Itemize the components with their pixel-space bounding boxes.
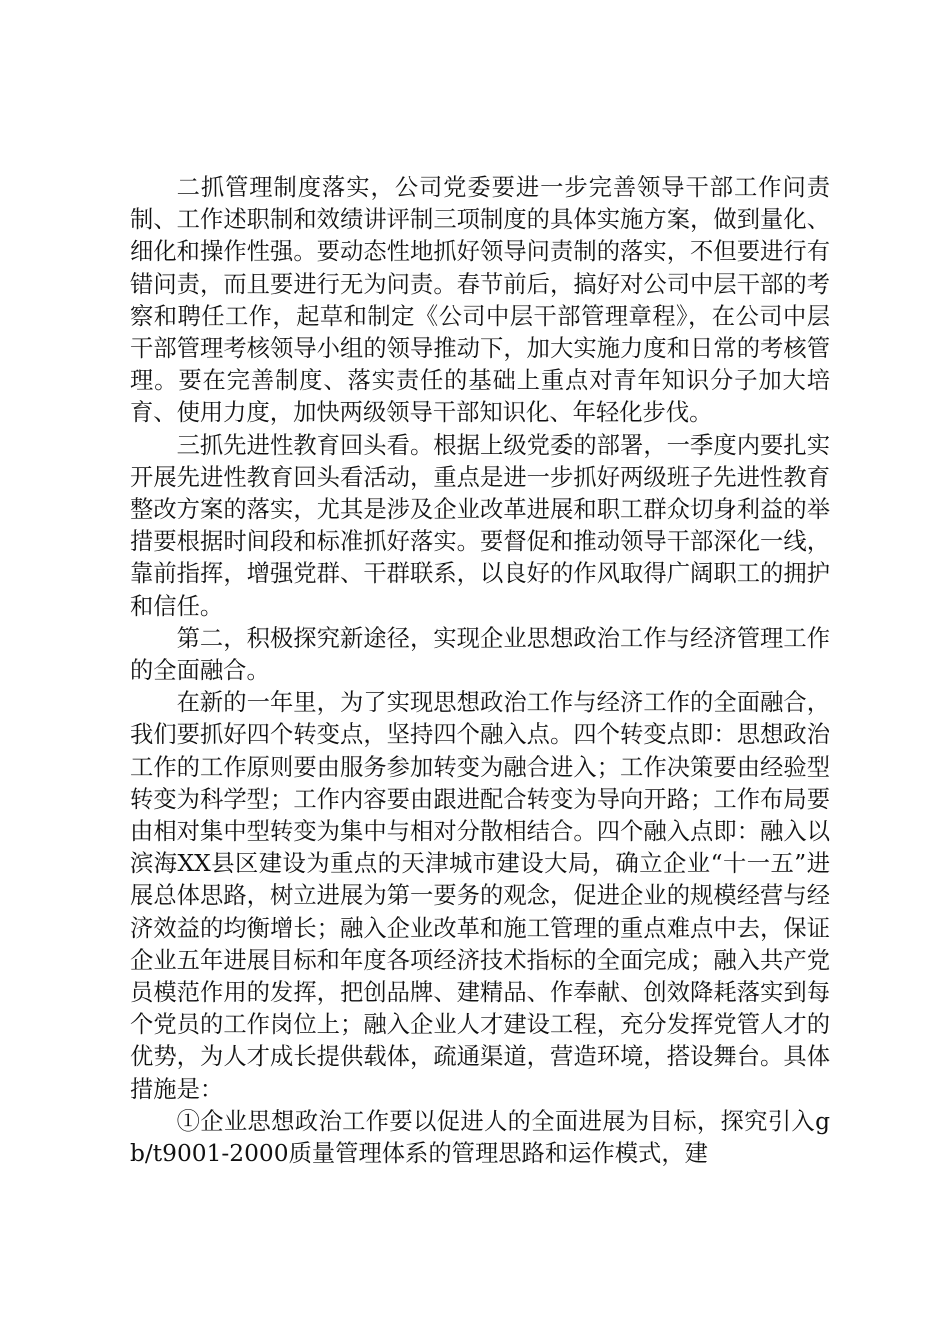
paragraph-new-year-plan: 在新的一年里，为了实现思想政治工作与经济工作的全面融合，我们要抓好四个转变点，坚持四个融入点。四个转变点即：思想政治工作的工作原则要由服务参加转变为融合进入；工作决策要由经验型转变为科学型；工作内容要由跟进配合转变为导向开路；工作布局要由相对集中型转变为集中与相对分散相结合。四个融入点即：融入以滨海XX县区建设为重点的天津城市建设大局，确立企业“十一五”进展总体思路，树立进展为第一要务的观念，促进企业的规模经营与经济效益的均衡增长；融入企业改革和施工管理的重点难点中去，保证企业五年进展目标和年度各项经济技术指标的全面完成；融入共产党员模范作用的发挥，把创品牌、建精品、作奉献、创效降耗落实到每个党员的工作岗位上；融入企业人才建设工程，充分发挥党管人才的优势，为人才成长提供载体，疏通渠道，营造环境，搭设舞台。具体措施是： <box>130 689 830 1103</box>
paragraph-manage-system: 二抓管理制度落实，公司党委要进一步完善领导干部工作问责制、工作述职制和效绩讲评制三项制度的具体实施方案，做到量化、细化和操作性强。要动态性地抓好领导问责制的落实，不但要进行有错问责，而且要进行无为问责。春节前后，搞好对公司中层干部的考察和聘任工作，起草和制定《公司中层干部管理章程》，在公司中层干部管理考核领导小组的领导推动下，加大实施力度和日常的考核管理。要在完善制度、落实责任的基础上重点对青年知识分子加大培育、使用力度，加快两级领导干部知识化、年轻化步伐。 <box>130 174 830 427</box>
document-body <box>130 172 830 1170</box>
paragraph-second-heading: 第二，积极探究新途径，实现企业思想政治工作与经济管理工作的全面融合。 <box>130 624 830 685</box>
paragraph-measure-one: ①企业思想政治工作要以促进人的全面进展为目标，探究引入gb/t9001-2000质量管理体系的管理思路和运作模式，建 <box>130 1107 830 1168</box>
paragraph-advanced-education: 三抓先进性教育回头看。根据上级党委的部署，一季度内要扎实开展先进性教育回头看活动，重点是进一步抓好两级班子先进性教育整改方案的落实，尤其是涉及企业改革进展和职工群众切身利益的举措要根据时间段和标准抓好落实。要督促和推动领导干部深化一线，靠前指挥，增强党群、干群联系，以良好的作风取得广阔职工的拥护和信任。 <box>130 431 830 620</box>
